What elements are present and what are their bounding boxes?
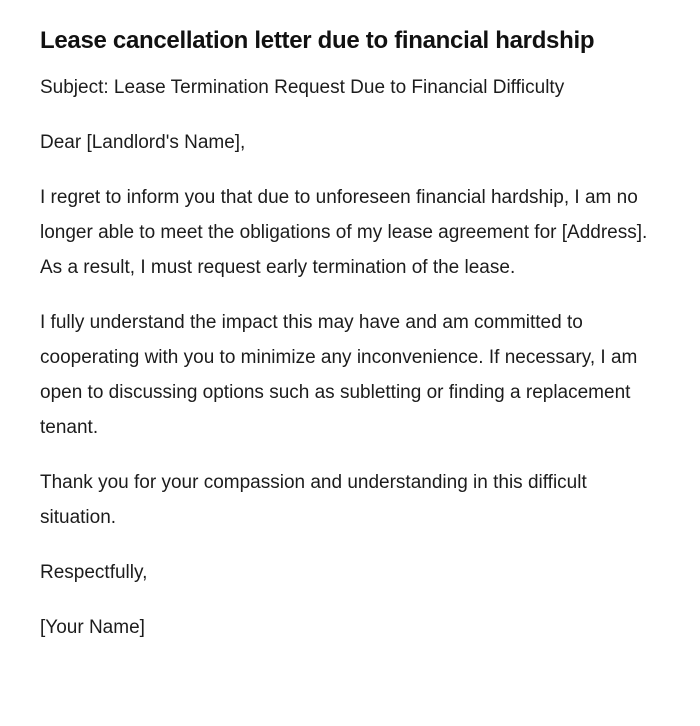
closing: Respectfully, (40, 562, 148, 583)
document-title: Lease cancellation letter due to financial hardship (40, 27, 595, 54)
body-paragraph-1: I regret to inform you that due to unforeseen financial hardship, I am no longer able to meet the obligations of my lease agreement for [Address]. As a result, I must request early termination of the lease. (40, 187, 648, 278)
subject-line: Subject: Lease Termination Request Due to Financial Difficulty (40, 77, 565, 98)
body-paragraph-3: Thank you for your compassion and understanding in this difficult situation. (40, 472, 587, 528)
signature: [Your Name] (40, 617, 145, 638)
body-paragraph-2: I fully understand the impact this may have and am committed to cooperating with you to minimize any inconvenience. If necessary, I am open to discussing options such as subletting or finding a replacement tenant. (40, 312, 638, 438)
salutation: Dear [Landlord's Name], (40, 132, 246, 153)
